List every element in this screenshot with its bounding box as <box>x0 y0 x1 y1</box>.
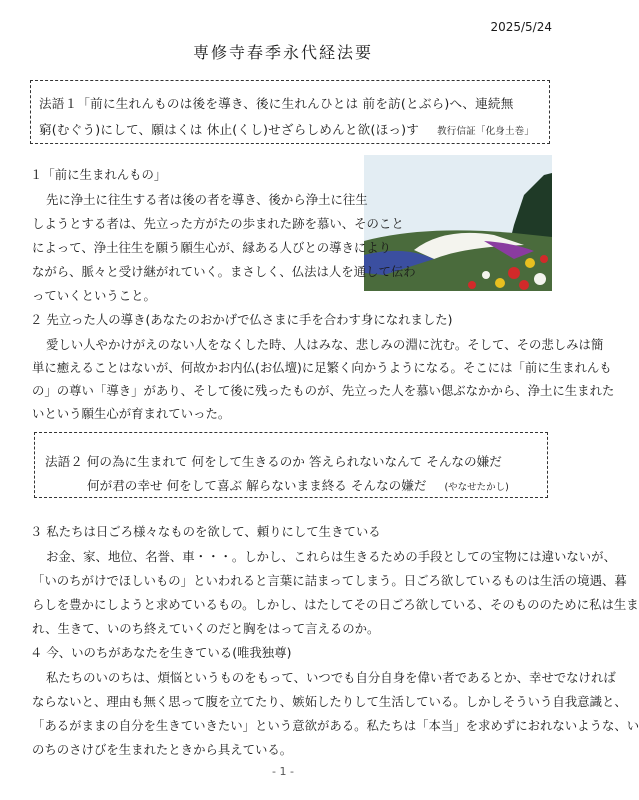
section3-line: れ、生きて、いのち終えていくのだと胸をはって言えるのか。 <box>32 621 380 636</box>
section1-line: によって、浄土往生を願う願生心が、縁ある人びとの導きにより <box>32 240 392 255</box>
section3-line: 「いのちがけでほしいもの」といわれると言葉に詰まってしまう。日ごろ欲しているものは生活の境遇、暮 <box>32 573 627 588</box>
page-number: - 1 - <box>272 765 294 778</box>
section1-line: ながら、脈々と受け継がれていく。まさしく、仏法は人を通して伝わ <box>32 264 416 279</box>
section2-heading: ２ 先立った人の導き(あなたのおかげで仏さまに手を合わす身になれました) <box>30 312 453 327</box>
section2-line: いという願生心が育まれていった。 <box>32 406 231 421</box>
flower-red <box>468 281 476 289</box>
flower-white <box>534 273 546 285</box>
flower-red <box>508 267 520 279</box>
section4-line: 「あるがままの自分を生きていきたい」という意欲がある。私たちは「本当」を求めずにおれないような、い <box>32 718 639 733</box>
page-title: 専修寺春季永代経法要 <box>192 43 373 62</box>
hougo2-line1: 法語２ 何の為に生まれて 何をして生きるのか 答えられないなんて そんなの嫌だ <box>45 454 502 469</box>
section3-heading: ３ 私たちは日ごろ様々なものを欲して、頼りにして生きている <box>30 524 381 539</box>
hougo1-line1: 法語１「前に生れんものは後を導き、後に生れんひとは 前を訪(とぶら)へ、連続無 <box>39 96 514 111</box>
section3-line: らしを豊かにしようと求めているもの。しかし、はたしてその日ごろ欲している、そのもののために私は生ま <box>32 597 639 612</box>
flower-white <box>482 271 490 279</box>
section2-line: 愛しい人やかけがえのない人をなくした時、人はみな、悲しみの淵に沈む。そして、その悲しみは簡 <box>46 337 604 352</box>
hougo1-line2-text: 窮(むぐう)にして、願はくは 休止(くし)せざらしめんと欲(ほっ)す <box>39 122 420 137</box>
section2-line: 単に癒えることはないが、何故かお内仏(お仏壇)に足繁く向かうようになる。そこには「前に生まれんも <box>32 360 612 375</box>
section3-line: お金、家、地位、名誉、車・・・。しかし、これらは生きるための手段としての宝物には違いないが、 <box>46 549 616 564</box>
section4-heading: ４ 今、いのちがあなたを生きている(唯我独尊) <box>30 645 292 660</box>
section2-line: の」の尊い「導き」があり、そして後に残ったものが、先立った人を慕い偲ぶなかから、浄土に生まれた <box>32 383 615 398</box>
section4-line: のちのさけびを生まれたときから具えている。 <box>32 742 293 757</box>
section4-line: ならないと、理由も無く思って腹を立てたり、嫉妬したりして生活している。しかしそういう自我意識と、 <box>32 694 627 709</box>
section1-heading: １「前に生まれんもの」 <box>30 167 167 182</box>
date: 2025/5/24 <box>490 20 552 34</box>
flower-red <box>540 255 548 263</box>
section1-line: っていくということ。 <box>32 288 156 303</box>
hougo1-line2 <box>39 119 534 138</box>
hougo2-line2 <box>87 475 509 494</box>
hougo1-source: 教行信証「化身土巻」 <box>437 126 535 137</box>
hougo2-author: (やなせたかし) <box>444 482 509 493</box>
flower-red <box>519 280 529 290</box>
flower-yellow <box>495 278 505 288</box>
hougo2-box <box>34 432 548 498</box>
flower-yellow <box>525 258 535 268</box>
section1-line: しようとする者は、先立った方がたの歩まれた跡を慕い、そのこと <box>32 216 404 231</box>
hougo1-box <box>30 80 550 144</box>
hougo2-line2-text: 何が君の幸せ 何をして喜ぶ 解らないまま終る そんなの嫌だ <box>87 478 427 493</box>
section4-line: 私たちのいのちは、煩悩というものをもって、いつでも自分自身を偉い者であるとか、幸せでなければ <box>46 670 616 685</box>
section1-line: 先に浄土に往生する者は後の者を導き、後から浄土に往生 <box>46 192 368 207</box>
